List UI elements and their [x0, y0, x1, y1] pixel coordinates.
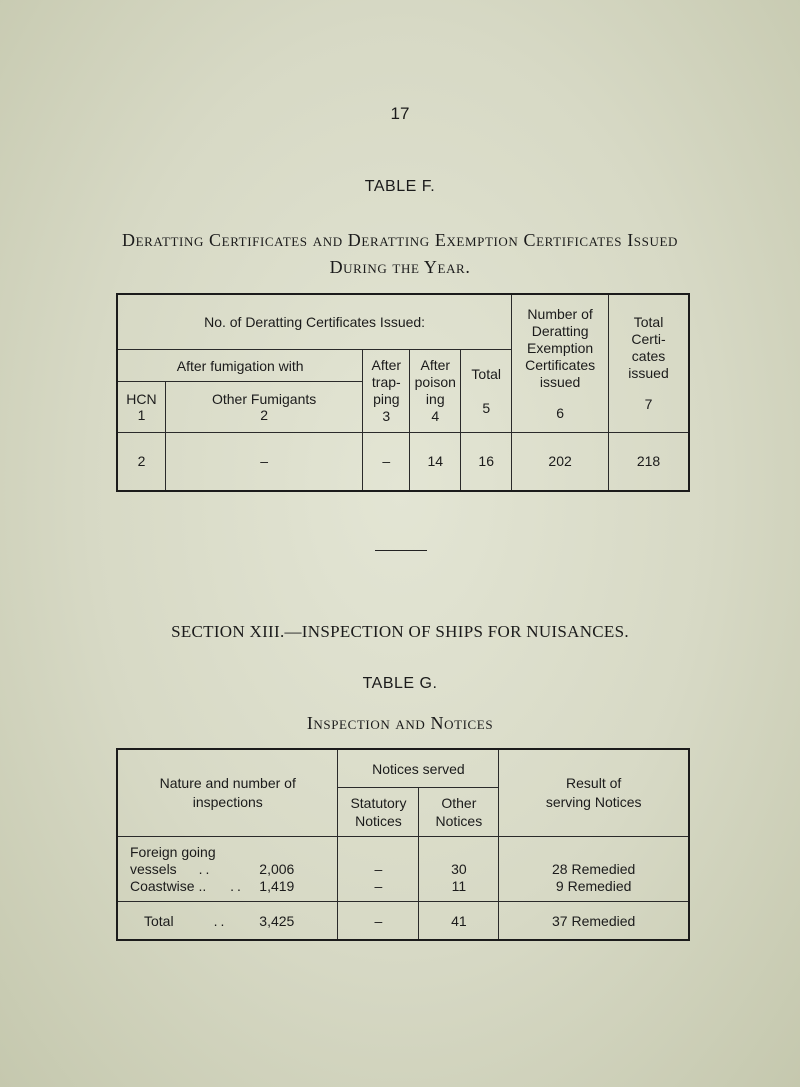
cell-exemption: 202 — [512, 432, 609, 490]
row-result-foreign: 28 Remedied — [552, 861, 636, 877]
header-result: Result of serving Notices — [499, 750, 689, 837]
cell-total: 16 — [461, 432, 512, 490]
total-count: 3,425 — [259, 902, 338, 941]
row-statutory-coastwise: – — [374, 878, 383, 894]
header-notices: Notices served — [338, 750, 499, 788]
page-number: 17 — [390, 104, 410, 123]
header-issued: No. of Deratting Certificates Issued: — [118, 295, 512, 350]
header-other-notices: Other Notices — [419, 788, 499, 837]
header-total-issued: Total Certi- cates issued 7 — [609, 295, 689, 433]
row-count-coastwise: 1,419 — [259, 878, 295, 894]
total-other: 41 — [419, 902, 499, 941]
row-other-coastwise: 11 — [451, 878, 467, 894]
header-exemption: Number of Deratting Exemption Certificates issued 6 — [512, 295, 609, 433]
cell-hcn: 2 — [118, 432, 166, 490]
header-statutory: Statutory Notices — [338, 788, 419, 837]
header-poisoning: After poison ing 4 — [410, 350, 461, 432]
cell-trapping: – — [363, 432, 410, 490]
row-label-foreign: Foreign going vessels .. — [130, 844, 216, 877]
total-result: 37 Remedied — [499, 902, 689, 941]
row-result-coastwise: 9 Remedied — [555, 878, 632, 894]
table-f-title: TABLE F. — [364, 178, 436, 195]
header-hcn: HCN 1 — [118, 382, 166, 432]
table-f-subtitle-1: Deratting Certificates and Deratting Exemption Certificates Issued — [122, 230, 678, 250]
table-g-title: TABLE G. — [362, 675, 438, 692]
total-label: Total .. — [118, 902, 260, 941]
row-count-foreign: 2,006 — [259, 861, 295, 877]
table-f-subtitle-2: During the Year. — [329, 257, 471, 277]
header-trapping: After trap- ping 3 — [363, 350, 410, 432]
table-g-subtitle: Inspection and Notices — [306, 713, 494, 733]
header-nature: Nature and number of inspections — [118, 750, 338, 837]
header-total: Total 5 — [461, 350, 512, 432]
section-divider — [375, 550, 427, 551]
cell-total-issued: 218 — [609, 432, 689, 490]
table-g-frame — [116, 748, 690, 941]
cell-poisoning: 14 — [410, 432, 461, 490]
row-statutory-foreign: – — [374, 861, 383, 877]
row-other-foreign: 30 — [451, 861, 467, 877]
table-f-frame — [116, 293, 690, 492]
total-statutory: – — [338, 902, 419, 941]
header-other-fumigants: Other Fumigants 2 — [165, 382, 362, 432]
cell-other: – — [165, 432, 362, 490]
header-fumigation: After fumigation with — [118, 350, 363, 382]
row-label-coastwise: Coastwise .. .. — [130, 878, 244, 894]
section-title: SECTION XIII.—INSPECTION OF SHIPS FOR NUISANCES. — [171, 622, 629, 641]
